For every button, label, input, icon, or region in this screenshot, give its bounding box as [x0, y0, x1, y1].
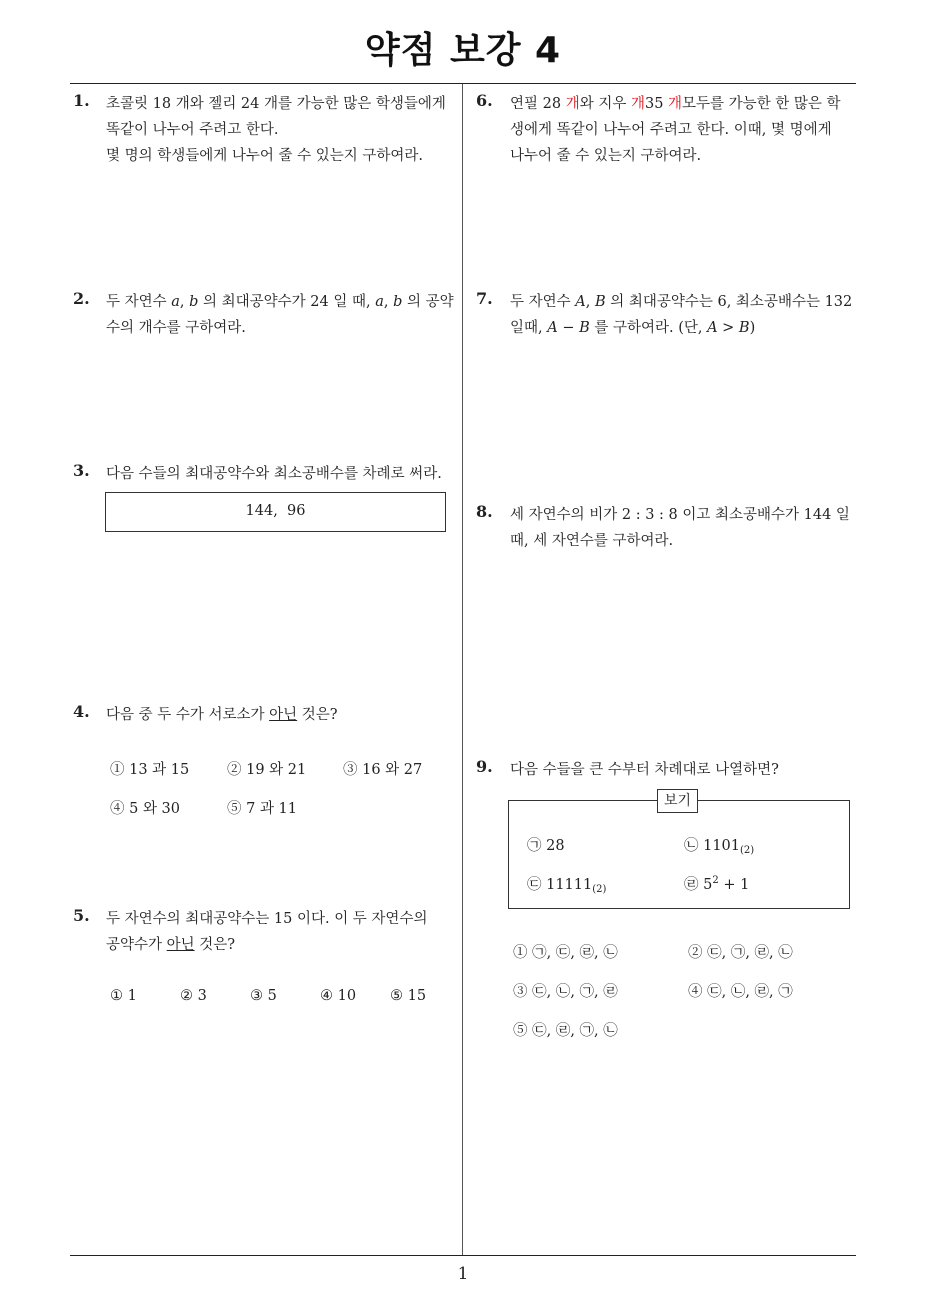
page-number: 1 [457, 1264, 469, 1284]
column-divider [462, 84, 463, 1256]
example-item-d: ㉢ $11111_{(2)}$ [527, 877, 607, 895]
answer-choice-2[interactable]: ② 19 와 21 [227, 762, 307, 778]
question-number: 4. [73, 702, 90, 721]
answer-choice-4[interactable]: ④ 10 [320, 988, 357, 1004]
question-text-line: 두 자연수 A, B 의 최대공약수는 6, 최소공배수는 132 [510, 294, 853, 310]
question-number: 1. [73, 91, 90, 110]
answer-choice-3[interactable]: ③ 5 [250, 988, 277, 1004]
question-text-line: 초콜릿 18 개와 젤리 24 개를 가능한 많은 학생들에게 [106, 96, 446, 112]
question-text-line: 다음 중 두 수가 서로소가 아닌 것은? [106, 707, 338, 723]
question-number: 9. [476, 757, 493, 776]
bottom-divider [70, 1255, 856, 1256]
example-item-n: ㉡ $1101_{(2)}$ [684, 838, 755, 856]
answer-choice-2[interactable]: ② ㉢, ㉠, ㉣, ㉡ [688, 945, 793, 961]
question-number: 8. [476, 502, 493, 521]
answer-choice-5[interactable]: ⑤ ㉢, ㉣, ㉠, ㉡ [513, 1023, 618, 1039]
answer-choice-1[interactable]: ① ㉠, ㉢, ㉣, ㉡ [513, 945, 618, 961]
answer-choice-3[interactable]: ③ ㉢, ㉡, ㉠, ㉣ [513, 984, 618, 1000]
number-box-values: 144, 96 [245, 503, 306, 519]
underlined-word: 아닌 [166, 937, 195, 953]
question-text-line: 몇 명의 학생들에게 나누어 줄 수 있는지 구하여라. [106, 148, 424, 164]
question-text-line: 나누어 줄 수 있는지 구하여라. [510, 148, 702, 164]
question-number: 3. [73, 461, 90, 480]
answer-choice-5[interactable]: ⑤ 7 과 11 [227, 801, 298, 817]
page-title: 약점 보강 4 [364, 30, 562, 71]
example-item-g: ㉠ 28 [527, 838, 565, 854]
answer-choice-4[interactable]: ④ ㉢, ㉡, ㉣, ㉠ [688, 984, 793, 1000]
question-text-line: 때, 세 자연수를 구하여라. [510, 533, 674, 549]
question-text-line: 세 자연수의 비가 2 : 3 : 8 이고 최소공배수가 144 일 [510, 507, 850, 523]
answer-choice-3[interactable]: ③ 16 와 27 [343, 762, 423, 778]
question-number: 5. [73, 906, 90, 925]
question-text-line: 일때, A − B 를 구하여라. (단, A > B) [510, 320, 756, 336]
question-number: 2. [73, 289, 90, 308]
question-text-line: 두 자연수 a, b 의 최대공약수가 24 일 때, a, b 의 공약 [106, 294, 454, 310]
question-text-line: 다음 수들을 큰 수부터 차례대로 나열하면? [510, 762, 779, 778]
answer-choice-2[interactable]: ② 3 [180, 988, 207, 1004]
question-text-line: 공약수가 아닌 것은? [106, 937, 236, 953]
question-text-line: 연필 28 개와 지우 개35 개모두를 가능한 한 많은 학 [510, 96, 841, 112]
answer-choice-1[interactable]: ① 13 과 15 [110, 762, 190, 778]
question-number: 7. [476, 289, 493, 308]
example-item-r: ㉣ $5^2 + 1$ [684, 875, 750, 893]
question-number: 6. [476, 91, 493, 110]
number-box [105, 492, 446, 532]
example-box-legend: 보기 [657, 789, 698, 813]
answer-choice-1[interactable]: ① 1 [110, 988, 137, 1004]
underlined-word: 아닌 [269, 707, 298, 723]
answer-choice-5[interactable]: ⑤ 15 [390, 988, 427, 1004]
question-text-line: 생에게 똑같이 나누어 주려고 한다. 이때, 몇 명에게 [510, 122, 832, 138]
answer-choice-4[interactable]: ④ 5 와 30 [110, 801, 181, 817]
question-text-line: 똑같이 나누어 주려고 한다. [106, 122, 279, 138]
question-text-line: 두 자연수의 최대공약수는 15 이다. 이 두 자연수의 [106, 911, 428, 927]
question-text-line: 다음 수들의 최대공약수와 최소공배수를 차례로 써라. [106, 466, 442, 482]
question-text-line: 수의 개수를 구하여라. [106, 320, 246, 336]
